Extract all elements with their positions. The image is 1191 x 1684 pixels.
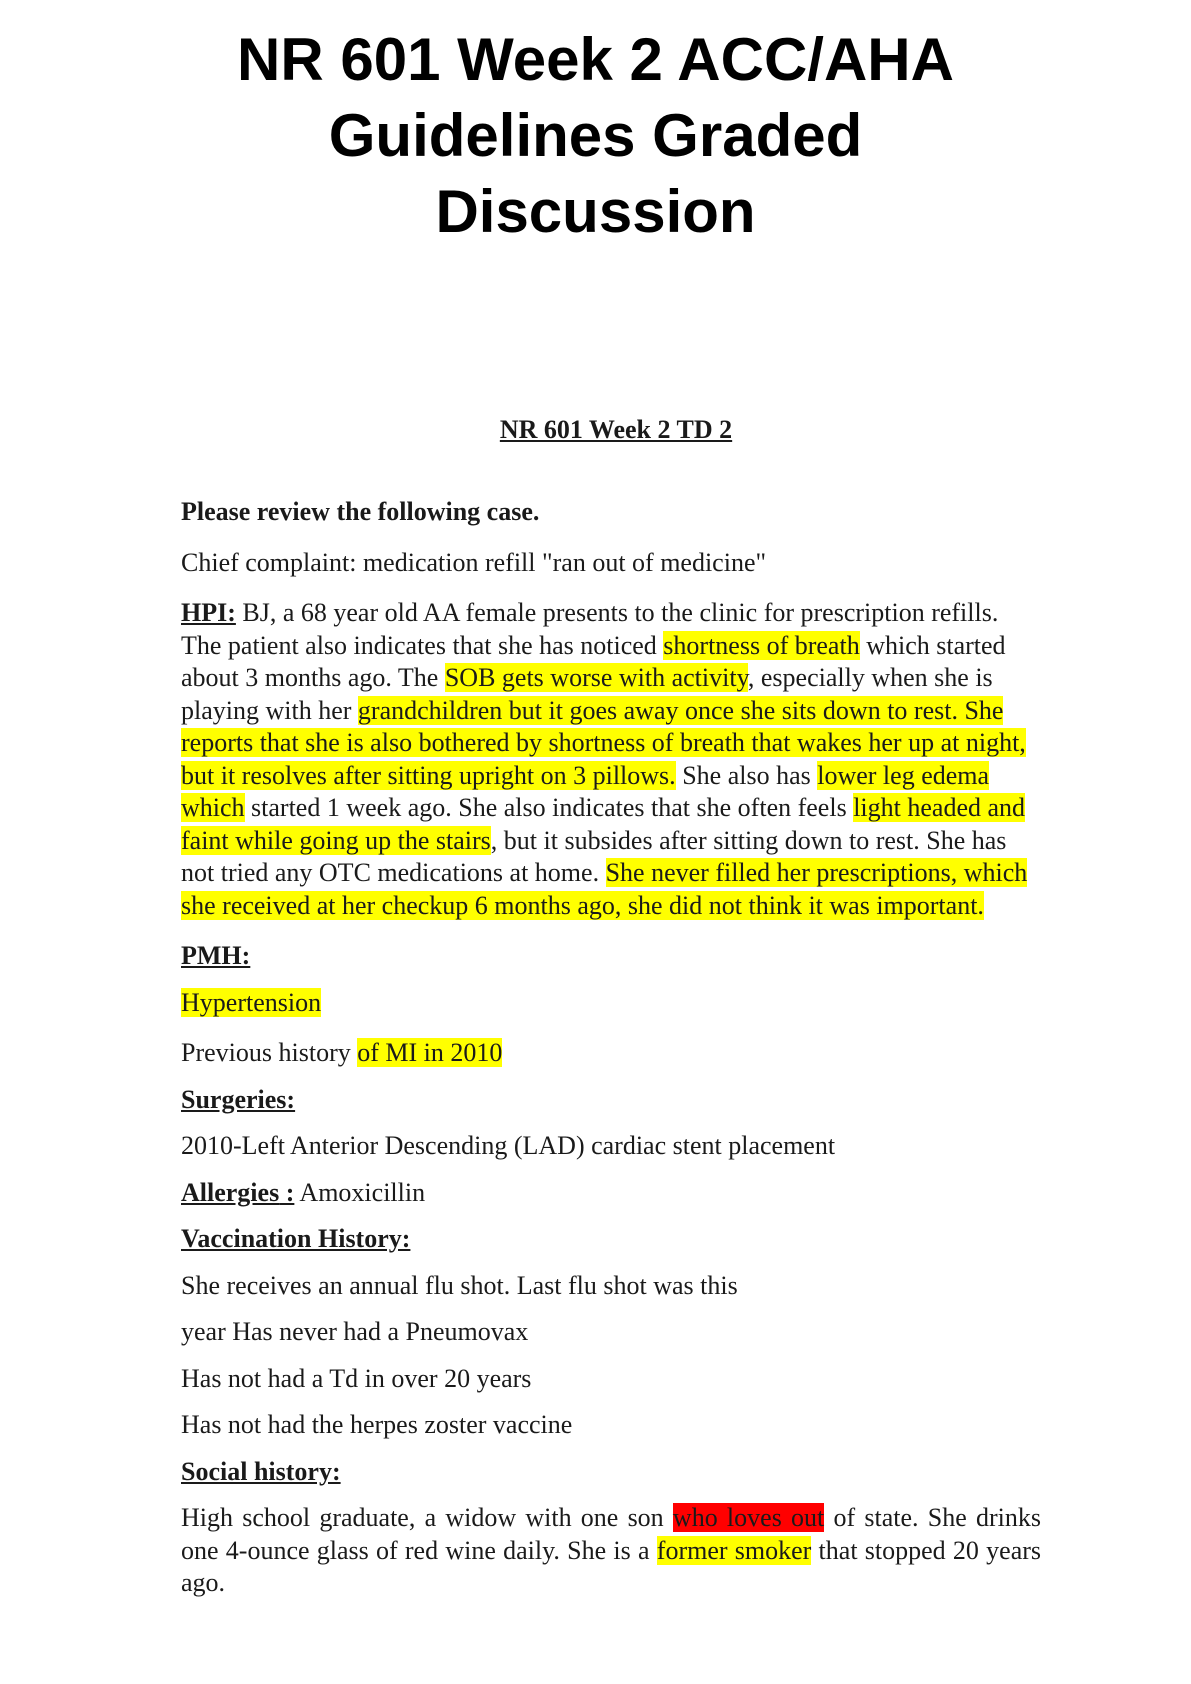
hpi-paragraph <box>181 597 1041 922</box>
allergies-line <box>181 1177 1041 1210</box>
hpi-highlight-4: lower leg edema which <box>181 760 990 822</box>
pmh-item-1 <box>181 987 1041 1020</box>
title-line-1: NR 601 Week 2 ACC/AHA <box>237 26 954 93</box>
vaccination-line-4: Has not had the herpes zoster vaccine <box>181 1410 573 1439</box>
hpi-text-5: started 1 week ago. She also indicates that she often feels <box>244 793 854 822</box>
vaccination-line-1: She receives an annual flu shot. Last flu shot was this <box>181 1270 738 1300</box>
pmh-item-2 <box>181 1037 1041 1070</box>
chief-complaint: Chief complaint: medication refill "ran out of medicine" <box>181 547 767 577</box>
allergies-value: Amoxicillin <box>294 1177 426 1207</box>
social-text-2: of state. She drinks one 4-ounce glass of red wine daily. She is a <box>181 1503 1041 1565</box>
surgeries-heading <box>181 1084 1041 1117</box>
section-subtitle: NR 601 Week 2 TD 2 <box>499 415 733 444</box>
pmh-hypertension: Hypertension <box>181 987 322 1017</box>
vaccination-label: Vaccination History: <box>181 1224 411 1253</box>
social-text-3: that stopped 20 years ago. <box>181 1535 1042 1597</box>
social-paragraph <box>181 1502 1041 1600</box>
hpi-text-3: , especially when she is playing with her <box>181 663 993 725</box>
hpi-text-2: which started about 3 months ago. The <box>181 630 1006 692</box>
hpi-text-6: , but it subsides after sitting down to rest. She has not tried any OTC medications at home. <box>181 825 1007 887</box>
hpi-text-1: BJ, a 68 year old AA female presents to the clinic for prescription refills. The patient also indicates that she has noticed <box>181 598 999 660</box>
hpi-highlight-3: grandchildren but it goes away once she sits down to rest. She reports that she is also bothered by shortness of breath that wakes her up at night, but it resolves after sitting upright on 3 pillows. <box>181 695 1026 790</box>
social-highlight-1: former smoker <box>656 1535 812 1565</box>
title-line-3: Discussion <box>435 178 756 245</box>
social-highlight-red: who loves out <box>672 1503 825 1532</box>
vaccination-line-3: Has not had a Td in over 20 years <box>181 1363 532 1393</box>
surgeries-item: 2010-Left Anterior Descending (LAD) cardiac stent placement <box>181 1131 836 1160</box>
allergies-colon: : <box>279 1177 295 1207</box>
social-text-1: High school graduate, a widow with one son <box>181 1503 673 1532</box>
pmh-label: PMH: <box>181 941 251 970</box>
pmh-heading <box>181 940 1041 973</box>
hpi-highlight-5: light headed and faint while going up the stairs <box>181 793 1026 855</box>
pmh-item-2-prefix: Previous history <box>181 1038 358 1067</box>
hpi-highlight-6: She never filled her prescriptions, which she received at her checkup 6 months ago, she did not think it was important. <box>181 858 1028 920</box>
case-content <box>181 496 1041 1618</box>
hpi-highlight-2: SOB gets worse with activity <box>444 663 748 692</box>
hpi-text-4: She also has <box>675 760 818 790</box>
vaccination-heading <box>181 1223 1041 1256</box>
vaccination-line-2: year Has never had a Pneumovax <box>181 1317 529 1346</box>
surgeries-label: Surgeries: <box>181 1084 296 1114</box>
allergies-label: Allergies <box>181 1177 280 1207</box>
document-title <box>0 22 1191 250</box>
pmh-item-2-highlight: of MI in 2010 <box>357 1038 503 1067</box>
social-label: Social history: <box>181 1456 341 1486</box>
hpi-label: HPI: <box>181 598 236 627</box>
intro-text: Please review the following case. <box>181 497 540 526</box>
title-line-2: Guidelines Graded <box>328 102 863 169</box>
social-heading <box>181 1456 1041 1489</box>
hpi-highlight-1: shortness of breath <box>663 630 860 660</box>
